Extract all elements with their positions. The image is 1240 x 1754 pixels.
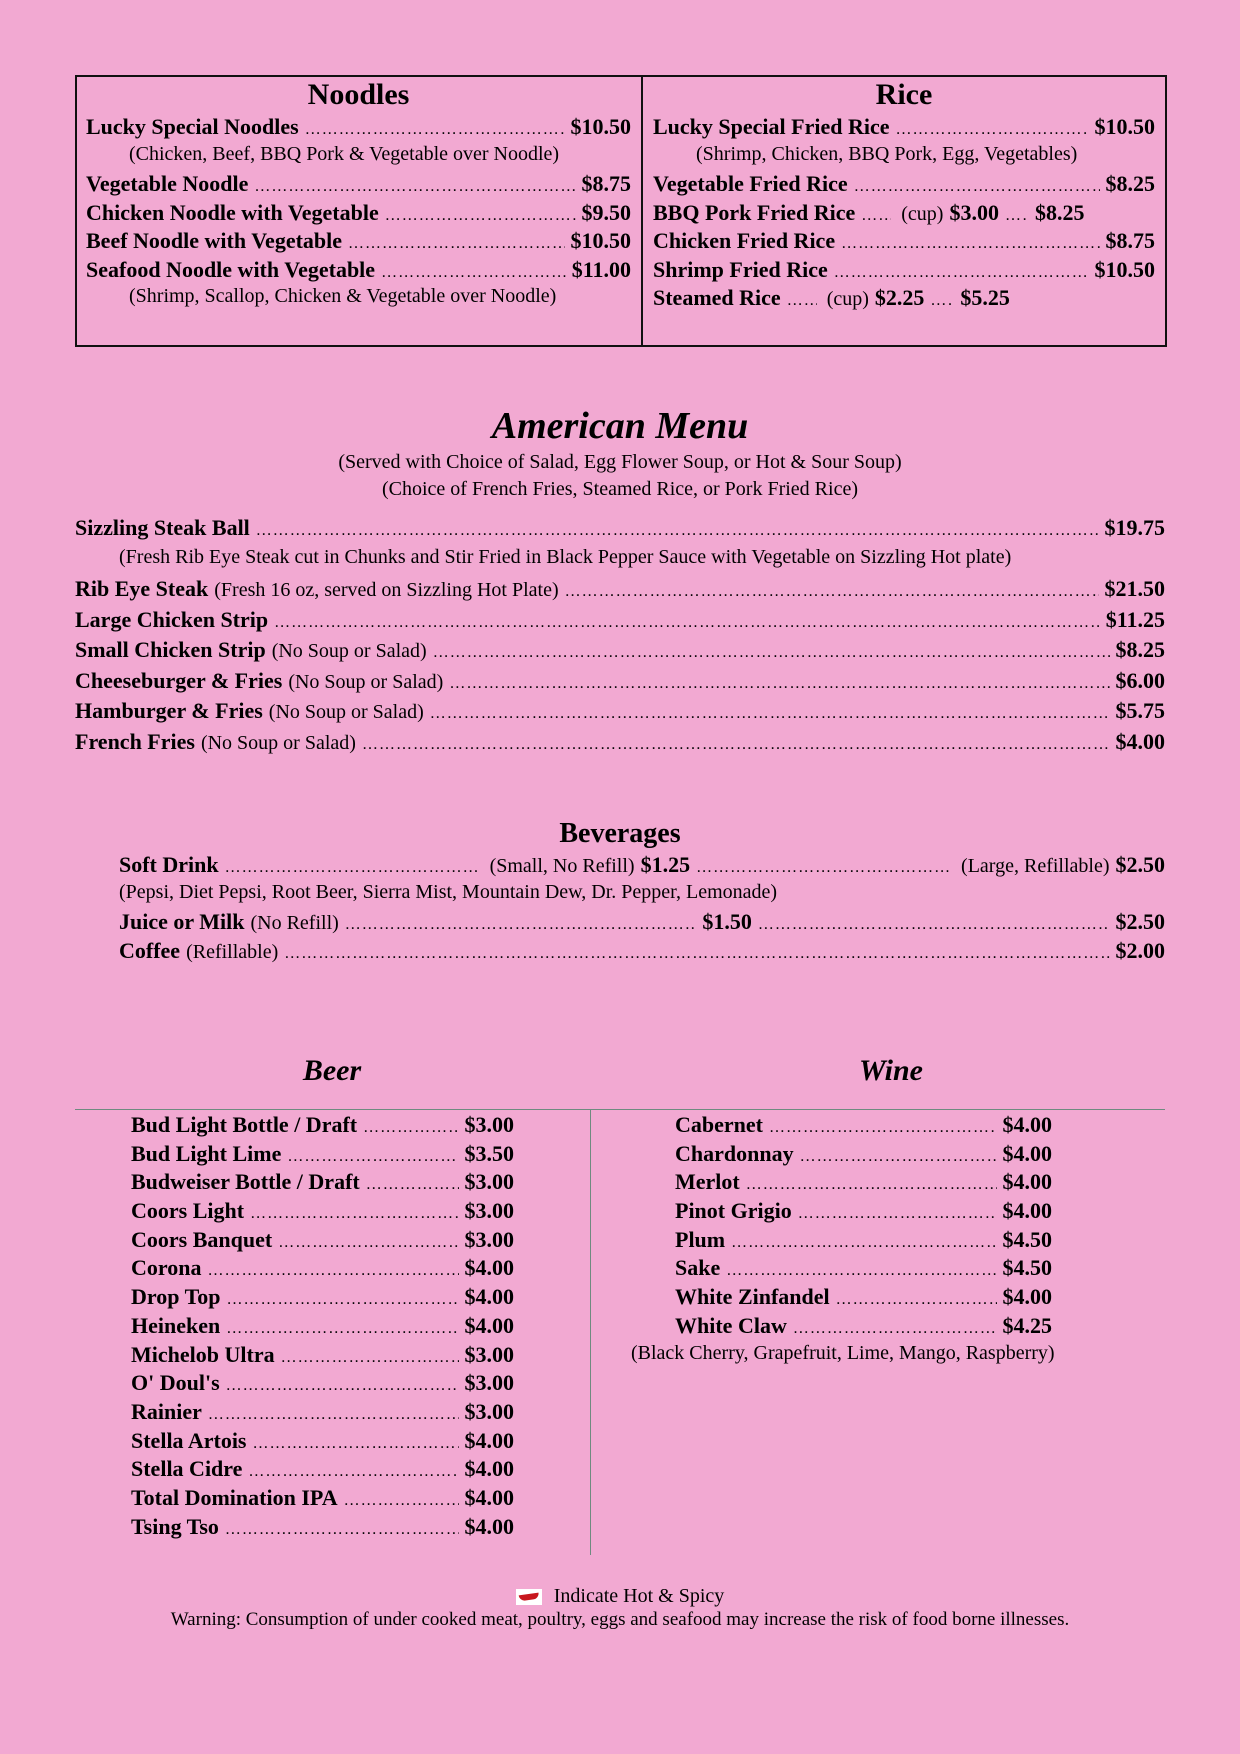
item-name: White Claw <box>675 1312 787 1338</box>
menu-item <box>131 1399 514 1428</box>
dot-leader <box>287 1148 458 1166</box>
item-price-small: $2.25 <box>874 285 925 310</box>
item-name: Sizzling Steak Ball <box>75 515 250 540</box>
menu-item <box>86 257 631 286</box>
dot-leader <box>284 945 1109 963</box>
beverages-title: Beverages <box>559 818 681 849</box>
item-price: $3.00 <box>464 1198 514 1224</box>
american-menu-title: American Menu <box>491 405 749 447</box>
white-claw-flavors: (Black Cherry, Grapefruit, Lime, Mango, Raspberry) <box>631 1342 1055 1364</box>
item-description: (Fresh Rib Eye Steak cut in Chunks and Stir Fried in Black Pepper Sauce with Vegetable on Sizzling Hot plate) <box>119 545 1012 568</box>
beverages-list <box>119 852 1165 966</box>
item-note: (Fresh 16 oz, served on Sizzling Hot Plate) <box>214 579 559 601</box>
item-price-small: $1.50 <box>702 909 752 934</box>
item-name: Rib Eye Steak <box>75 576 209 601</box>
item-price: $4.00 <box>464 1456 514 1482</box>
size-label: (cup) <box>901 202 944 225</box>
item-note: (No Soup or Salad) <box>268 701 424 723</box>
menu-item <box>75 637 1165 668</box>
item-name: Total Domination IPA <box>131 1484 338 1510</box>
menu-item <box>675 1284 1052 1313</box>
dot-leader <box>758 916 1110 934</box>
item-price: $4.00 <box>464 1284 514 1310</box>
dot-leader <box>854 178 1100 196</box>
item-name: Plum <box>675 1226 726 1252</box>
dot-leader <box>366 1176 459 1194</box>
dot-leader <box>344 1492 459 1510</box>
item-price: $4.00 <box>1002 1112 1052 1137</box>
item-name: Cabernet <box>675 1112 763 1137</box>
dot-leader <box>836 1291 997 1309</box>
item-name: Large Chicken Strip <box>75 606 269 632</box>
item-price: $4.00 <box>1002 1140 1052 1166</box>
menu-item <box>131 1428 514 1457</box>
item-name: Steamed Rice <box>653 285 781 310</box>
item-price: $8.75 <box>581 171 631 196</box>
noodles-list <box>86 114 631 314</box>
dot-leader <box>250 1205 458 1223</box>
wine-title: Wine <box>859 1054 923 1087</box>
dot-leader <box>208 1406 459 1424</box>
item-price: $11.25 <box>1105 606 1165 632</box>
dot-leader <box>226 1291 458 1309</box>
item-price: $3.00 <box>464 1370 514 1396</box>
menu-item <box>653 285 1155 314</box>
item-price: $4.25 <box>1002 1312 1052 1338</box>
menu-item <box>131 1112 514 1141</box>
menu-item <box>75 515 1165 546</box>
item-price: $4.00 <box>464 1484 514 1510</box>
menu-item <box>75 698 1165 729</box>
size-label: (Small, No Refill) <box>489 855 635 877</box>
rice-title: Rice <box>875 78 933 111</box>
item-price-small: $3.00 <box>949 199 999 225</box>
item-price: $10.50 <box>570 114 631 139</box>
item-name: Coors Light <box>131 1198 245 1224</box>
item-note: (No Soup or Salad) <box>288 670 444 693</box>
dot-leader <box>731 1234 996 1252</box>
menu-item <box>131 1198 514 1227</box>
item-name: Seafood Noodle with Vegetable <box>86 256 376 282</box>
size-label: (Large, Refillable) <box>961 855 1110 877</box>
item-price: $4.00 <box>464 1255 514 1281</box>
menu-item <box>131 1456 514 1485</box>
item-price: $10.50 <box>1094 114 1155 139</box>
menu-item <box>675 1255 1052 1284</box>
item-price: $4.00 <box>464 1513 514 1539</box>
item-name: Drop Top <box>131 1284 221 1310</box>
dot-leader <box>746 1176 997 1194</box>
item-name: Chardonnay <box>675 1140 794 1166</box>
dot-leader <box>225 859 480 877</box>
menu-item <box>653 228 1155 257</box>
item-name: Rainier <box>131 1398 202 1424</box>
item-name: Bud Light Bottle / Draft <box>131 1112 358 1137</box>
item-name: Chicken Fried Rice <box>653 228 836 253</box>
item-price: $3.00 <box>464 1169 514 1195</box>
item-name: Coors Banquet <box>131 1226 273 1252</box>
item-description: (Shrimp, Scallop, Chicken & Vegetable over Noodle) <box>129 285 557 307</box>
item-name: Lucky Special Noodles <box>86 114 299 139</box>
menu-item <box>86 228 631 257</box>
item-name: Merlot <box>675 1169 740 1195</box>
item-price: $3.00 <box>464 1112 514 1137</box>
item-price: $5.75 <box>1115 698 1165 723</box>
item-name: Sake <box>675 1255 721 1281</box>
american-list <box>75 515 1165 759</box>
dot-leader <box>800 1148 997 1166</box>
item-price: $4.00 <box>1002 1284 1052 1310</box>
menu-item <box>131 1141 514 1170</box>
noodles-title: Noodles <box>307 78 410 111</box>
box-divider <box>641 75 643 345</box>
dot-leader <box>278 1234 458 1252</box>
item-price: $8.25 <box>1105 171 1155 196</box>
item-price: $3.00 <box>464 1341 514 1367</box>
item-price: $10.50 <box>570 228 631 253</box>
item-price: $3.00 <box>464 1226 514 1252</box>
item-price: $2.50 <box>1115 909 1165 934</box>
dot-leader <box>274 614 1100 632</box>
menu-item <box>75 729 1165 760</box>
item-description: (Pepsi, Diet Pepsi, Root Beer, Sierra Mist, Mountain Dew, Dr. Pepper, Lemonade) <box>119 880 778 903</box>
item-name: Vegetable Noodle <box>86 171 249 196</box>
menu-item <box>131 1342 514 1371</box>
menu-item <box>75 576 1165 607</box>
menu-item <box>131 1255 514 1284</box>
item-description: (Chicken, Beef, BBQ Pork & Vegetable over Noodle) <box>129 142 560 165</box>
menu-item <box>131 1284 514 1313</box>
item-note: (No Soup or Salad) <box>271 640 427 662</box>
dot-leader <box>841 235 1099 253</box>
item-price: $4.50 <box>1002 1226 1052 1252</box>
dot-leader <box>254 178 575 196</box>
dot-leader <box>225 1521 459 1539</box>
menu-item <box>653 171 1155 200</box>
size-label: (cup) <box>826 288 869 310</box>
item-price: $4.00 <box>464 1312 514 1338</box>
item-name: Beef Noodle with Vegetable <box>86 228 343 253</box>
dot-leader <box>1005 207 1029 225</box>
menu-item <box>653 257 1155 286</box>
menu-item <box>131 1485 514 1514</box>
item-name: BBQ Pork Fried Rice <box>653 199 856 225</box>
menu-item <box>675 1141 1052 1170</box>
item-name: Small Chicken Strip <box>75 637 266 662</box>
dot-leader <box>798 1205 997 1223</box>
item-price: $4.00 <box>1002 1198 1052 1224</box>
menu-item <box>86 114 631 143</box>
item-name: Lucky Special Fried Rice <box>653 114 890 139</box>
item-note: (No Soup or Salad) <box>200 731 356 754</box>
dot-leader <box>381 264 566 282</box>
menu-item <box>653 200 1155 229</box>
item-name: Shrimp Fried Rice <box>653 256 828 282</box>
menu-item <box>131 1169 514 1198</box>
dot-leader <box>696 859 951 877</box>
item-name: Juice or Milk <box>119 909 245 934</box>
menu-item <box>131 1370 514 1399</box>
item-price: $4.00 <box>464 1427 514 1453</box>
item-price: $11.00 <box>571 256 631 282</box>
item-price: $8.75 <box>1105 228 1155 253</box>
item-name: Vegetable Fried Rice <box>653 171 848 196</box>
menu-item <box>119 852 1165 881</box>
item-name: Stella Cidre <box>131 1456 243 1482</box>
item-price: $8.25 <box>1034 199 1085 225</box>
item-name: Michelob Ultra <box>131 1341 275 1367</box>
spicy-legend-text: Indicate Hot & Spicy <box>553 1585 725 1607</box>
dot-leader <box>930 292 954 310</box>
dot-leader <box>363 1119 458 1137</box>
dot-leader <box>895 121 1088 139</box>
dot-leader <box>726 1262 996 1280</box>
menu-item <box>131 1514 514 1543</box>
menu-item <box>75 668 1165 699</box>
item-price: $4.50 <box>1002 1255 1052 1281</box>
item-name: Bud Light Lime <box>131 1140 282 1166</box>
dot-leader <box>256 522 1099 540</box>
dot-leader <box>345 916 697 934</box>
dot-leader <box>208 1262 459 1280</box>
item-price: $2.50 <box>1115 852 1165 877</box>
menu-item <box>119 938 1165 967</box>
item-name: Hamburger & Fries <box>75 698 263 723</box>
item-price: $4.00 <box>1002 1169 1052 1195</box>
item-name: White Zinfandel <box>675 1284 830 1310</box>
item-price-small: $1.25 <box>640 852 691 877</box>
dot-leader <box>348 235 564 253</box>
menu-item <box>675 1198 1052 1227</box>
dot-leader <box>305 121 565 139</box>
dot-leader <box>362 736 1110 754</box>
menu-item <box>675 1227 1052 1256</box>
item-name: Tsing Tso <box>131 1513 219 1539</box>
item-price: $8.25 <box>1115 637 1165 662</box>
dot-leader <box>385 207 576 225</box>
item-price: $3.50 <box>464 1140 514 1166</box>
dot-leader <box>226 1320 458 1338</box>
menu-item <box>675 1169 1052 1198</box>
item-price: $9.50 <box>581 199 631 225</box>
spicy-legend <box>0 1585 1240 1608</box>
menu-item <box>675 1313 1052 1342</box>
item-name: Stella Artois <box>131 1427 247 1453</box>
item-price: $3.00 <box>464 1398 514 1424</box>
item-name: Coffee <box>119 937 181 963</box>
item-price: $6.00 <box>1115 667 1165 693</box>
beer-wine-divider-vertical <box>590 1110 591 1555</box>
item-name: French Fries <box>75 728 195 754</box>
item-name: O' Doul's <box>131 1370 220 1396</box>
beer-wine-divider-horizontal <box>75 1109 1165 1110</box>
dot-leader <box>861 207 891 225</box>
dot-leader <box>769 1119 997 1137</box>
dot-leader <box>281 1349 459 1367</box>
dot-leader <box>248 1463 458 1481</box>
item-name: Cheeseburger & Fries <box>75 667 283 693</box>
american-subtitle-1: (Served with Choice of Salad, Egg Flower Soup, or Hot & Sour Soup) <box>338 451 902 473</box>
item-name: Soft Drink <box>119 852 219 877</box>
item-name: Heineken <box>131 1312 221 1338</box>
dot-leader <box>430 705 1110 723</box>
item-price: $2.00 <box>1115 937 1165 963</box>
item-name: Corona <box>131 1255 202 1281</box>
item-note: (No Refill) <box>250 912 339 934</box>
item-description: (Shrimp, Chicken, BBQ Pork, Egg, Vegetables) <box>696 142 1078 165</box>
menu-item <box>86 200 631 229</box>
american-subtitle-2: (Choice of French Fries, Steamed Rice, or Pork Fried Rice) <box>382 478 858 500</box>
item-price: $10.50 <box>1094 256 1155 282</box>
item-price: $19.75 <box>1104 515 1165 540</box>
chili-pepper-icon <box>516 1589 542 1605</box>
dot-leader <box>449 675 1109 693</box>
dot-leader <box>226 1377 459 1395</box>
item-price: $21.50 <box>1104 576 1165 601</box>
beer-title: Beer <box>302 1054 362 1087</box>
item-price: $4.00 <box>1115 728 1165 754</box>
menu-item <box>86 171 631 200</box>
beer-list <box>131 1112 514 1542</box>
menu-item <box>131 1313 514 1342</box>
dot-leader <box>253 1435 459 1453</box>
item-name: Pinot Grigio <box>675 1198 792 1224</box>
dot-leader <box>565 583 1099 601</box>
dot-leader <box>793 1320 997 1338</box>
dot-leader <box>433 644 1110 662</box>
menu-item <box>131 1227 514 1256</box>
menu-item <box>119 909 1165 938</box>
wine-list <box>675 1112 1052 1342</box>
dot-leader <box>834 264 1089 282</box>
menu-item <box>675 1112 1052 1141</box>
item-price: $5.25 <box>960 285 1010 310</box>
dot-leader <box>787 292 817 310</box>
rice-list <box>653 114 1155 314</box>
item-note: (Refillable) <box>186 940 279 963</box>
menu-item <box>653 114 1155 143</box>
food-warning: Warning: Consumption of under cooked meat, poultry, eggs and seafood may increase the risk of food borne illnesses. <box>170 1609 1070 1630</box>
menu-item <box>75 607 1165 638</box>
item-name: Chicken Noodle with Vegetable <box>86 199 379 225</box>
item-name: Budweiser Bottle / Draft <box>131 1169 360 1195</box>
